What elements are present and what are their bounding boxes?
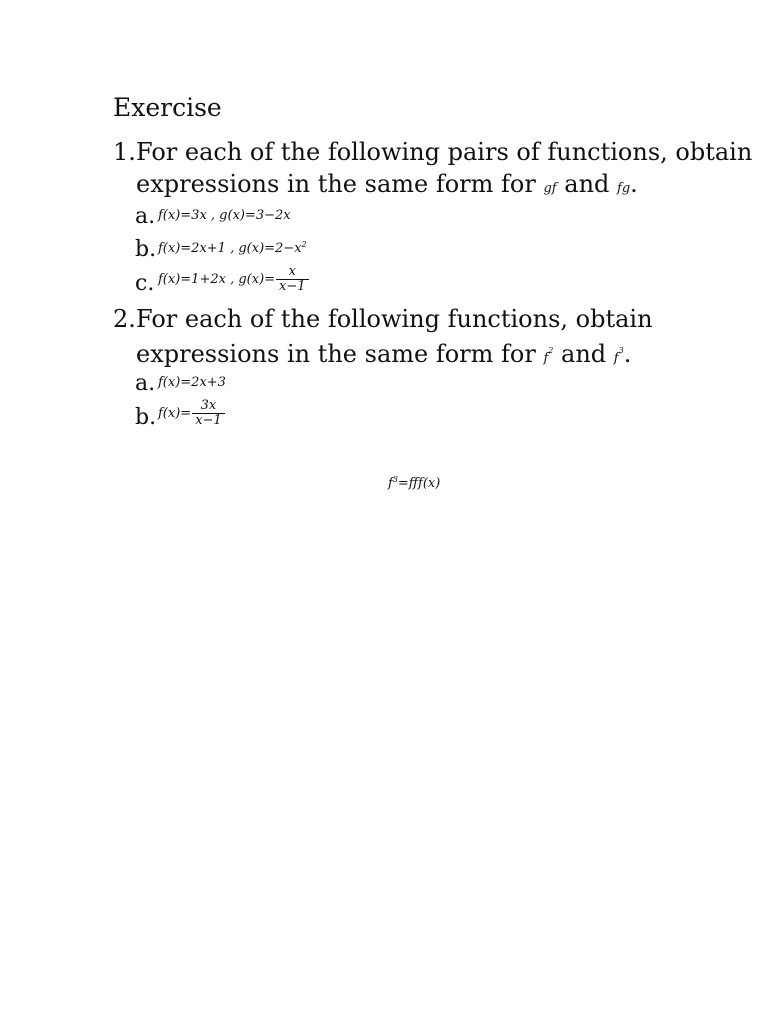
part-1b-expression [158, 238, 307, 256]
expression-text: f(x)=1+2x , g(x)= [158, 272, 276, 287]
expression-text: f(x)=2x+3 [158, 375, 226, 390]
fraction [192, 400, 225, 427]
fraction [276, 266, 309, 293]
question-1-text-start: expressions in the same form for [136, 170, 544, 198]
fraction-numerator: x [288, 264, 296, 279]
question-2-text-line-1: For each of the following functions, obtain [136, 305, 653, 333]
expression-text: f(x)= [158, 406, 192, 421]
expression-text: f(x)=3x , g(x)=3−2x [158, 208, 291, 223]
part-2b-label: b. [135, 405, 157, 430]
question-1-text-line-1: For each of the following pairs of functions, obtain [136, 138, 753, 166]
period: . [630, 170, 638, 198]
question-2-text-start: expressions in the same form for [136, 340, 544, 368]
question-1-text-line-2 [136, 169, 638, 204]
part-1c-expression [158, 266, 309, 293]
part-1a-label: a. [135, 204, 156, 229]
math-symbol-f: f [613, 351, 619, 366]
question-2-number: 2. [113, 305, 136, 333]
part-2b-expression [158, 400, 225, 427]
question-1-number: 1. [113, 138, 136, 166]
exponent: 2 [548, 346, 554, 355]
math-symbol-fg: fg [617, 181, 631, 196]
and-word: and [553, 340, 614, 368]
math-symbol-gf: gf [543, 181, 557, 196]
fraction-numerator: 3x [200, 398, 217, 413]
part-1b-label: b. [135, 237, 157, 262]
and-word: and [556, 170, 618, 198]
part-1c-label: c. [135, 271, 155, 296]
formula-exponent: 3 [392, 475, 398, 484]
fraction-denominator: x−1 [192, 413, 225, 427]
exponent: 2 [301, 240, 307, 249]
question-2-text-line-2 [136, 336, 631, 374]
math-symbol-f: f [543, 351, 549, 366]
part-2a-label: a. [135, 371, 156, 396]
part-2a-expression [158, 375, 226, 390]
fraction-denominator: x−1 [276, 279, 309, 293]
page-title: Exercise [113, 93, 222, 122]
exponent: 3 [618, 346, 624, 355]
expression-text: f(x)=2x+1 , g(x)=2−x [158, 241, 302, 257]
formula-rest: =fff(x) [397, 476, 441, 492]
part-1a-expression [158, 208, 291, 223]
centered-formula [388, 472, 440, 492]
formula-base: f [388, 476, 393, 492]
period: . [623, 340, 632, 368]
